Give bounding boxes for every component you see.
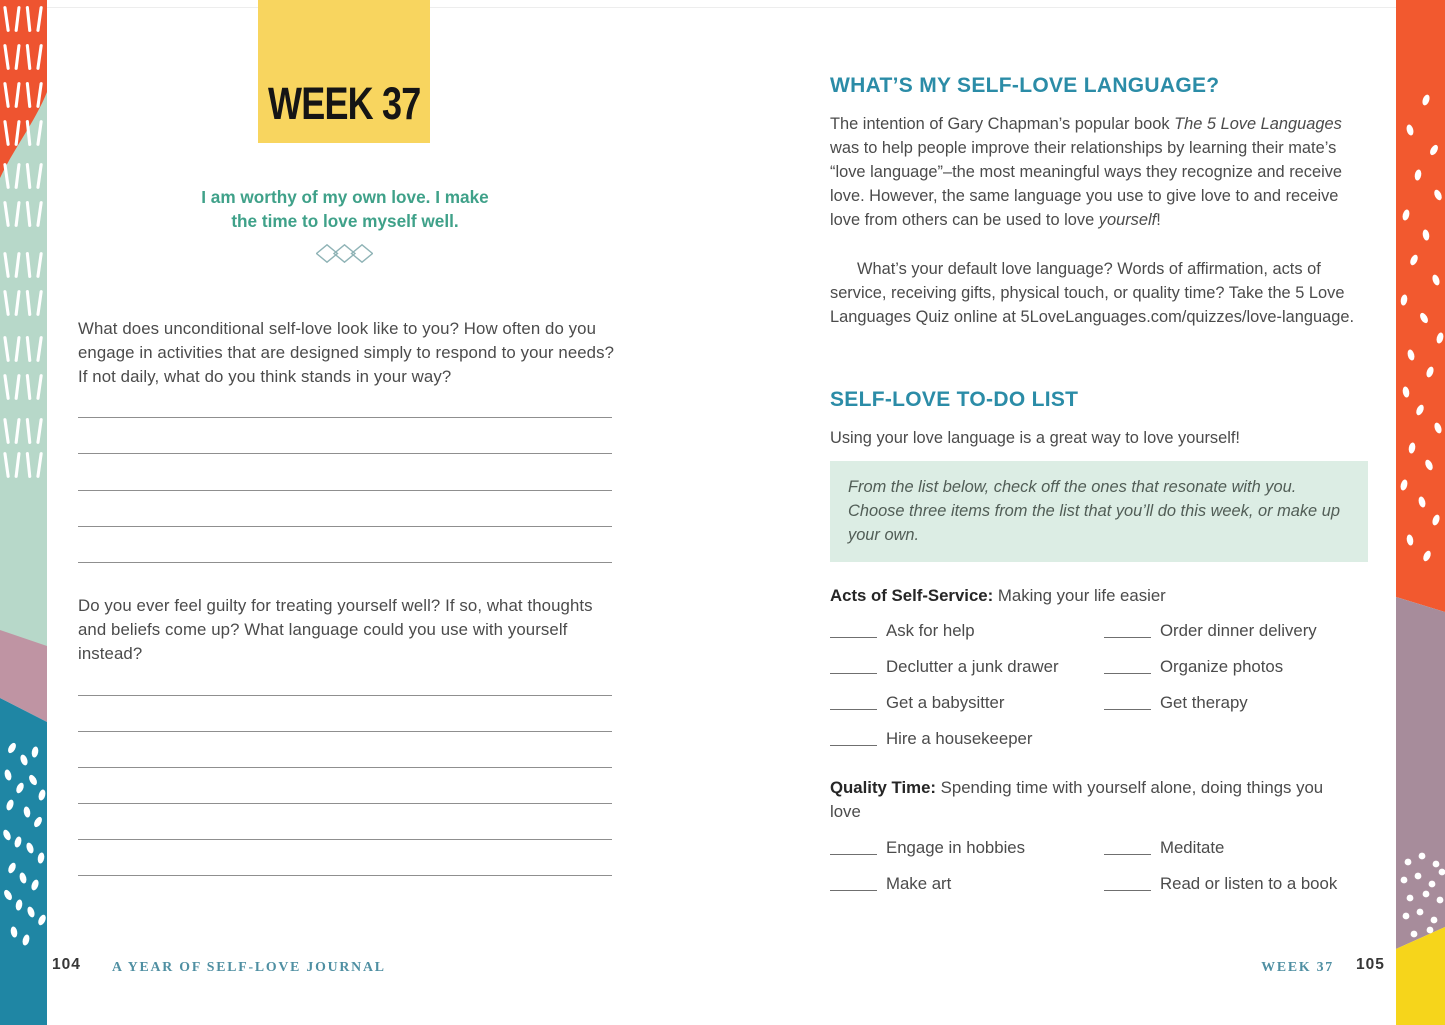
section-heading-todo-list: SELF-LOVE TO-DO LIST bbox=[830, 388, 1079, 411]
checklist-row bbox=[830, 830, 1375, 866]
writing-line[interactable] bbox=[78, 695, 612, 696]
checklist-item: Get a babysitter bbox=[830, 693, 1104, 713]
checklist-item: Declutter a junk drawer bbox=[830, 657, 1104, 677]
checklist-item: Engage in hobbies bbox=[830, 838, 1104, 858]
checklist-row bbox=[830, 649, 1375, 685]
quiz-url: 5LoveLanguages.com/quizzes bbox=[1020, 308, 1242, 327]
page-number-left: 104 bbox=[52, 956, 81, 973]
checklist-row bbox=[830, 721, 1375, 757]
checkbox-blank[interactable] bbox=[1104, 841, 1151, 855]
checklist-item: Order dinner delivery bbox=[1104, 621, 1317, 641]
book-title-running-head: A YEAR OF SELF-LOVE JOURNAL bbox=[112, 959, 386, 974]
checklist-row bbox=[830, 866, 1375, 902]
writing-line[interactable] bbox=[78, 526, 612, 527]
writing-line[interactable] bbox=[78, 453, 612, 454]
checkbox-blank[interactable] bbox=[1104, 660, 1151, 674]
section-heading-love-language: WHAT’S MY SELF-LOVE LANGUAGE? bbox=[830, 74, 1220, 97]
checkbox-blank[interactable] bbox=[830, 660, 877, 674]
diamond-ornament-icon bbox=[316, 244, 373, 263]
checklist-item: Organize photos bbox=[1104, 657, 1283, 677]
week-running-head: WEEK 37 bbox=[1261, 959, 1334, 974]
checklist-item: Ask for help bbox=[830, 621, 1104, 641]
quiz-url-continued: /love-language bbox=[1241, 308, 1350, 327]
writing-line[interactable] bbox=[78, 803, 612, 804]
journal-question-1: What does unconditional self-love look like to you? How often do you engage in activities that are designed simply to respond to your needs? If not daily, what do you think stands in your way? bbox=[78, 319, 615, 387]
writing-line[interactable] bbox=[78, 875, 612, 876]
checklist-item: Meditate bbox=[1104, 838, 1224, 858]
writing-line[interactable] bbox=[78, 839, 612, 840]
writing-line[interactable] bbox=[78, 767, 612, 768]
week-badge-label: WEEK 37 bbox=[267, 78, 421, 129]
checklist-row bbox=[830, 613, 1375, 649]
page-number-right: 105 bbox=[1356, 956, 1385, 973]
love-language-paragraph-2: What’s your default love language? Words of affirmation, acts of service, receiving gifts, physical touch, or quality time? Take the 5 Love Languages Quiz online at 5LoveLanguages.com/quizzes/love-language. bbox=[830, 260, 1355, 327]
instruction-note-box: From the list below, check off the ones that resonate with you. Choose three items from the list that you’ll do this week, or make up your own. bbox=[830, 461, 1368, 562]
checkbox-blank[interactable] bbox=[830, 624, 877, 638]
book-title-italic: The 5 Love Languages bbox=[1174, 115, 1342, 133]
checkbox-blank[interactable] bbox=[830, 877, 877, 891]
checklist-row bbox=[830, 685, 1375, 721]
love-language-paragraph-1: The intention of Gary Chapman’s popular book The 5 Love Languages was to help people improve their relationships by learning their mate’s “love language”–the most meaningful ways they recognize and receive love. However, the same language you use to give love to and receive love from others can be used to love yourself! bbox=[830, 115, 1343, 230]
left-border-decoration bbox=[0, 0, 47, 1025]
checkbox-blank[interactable] bbox=[830, 841, 877, 855]
acts-of-self-service-title: Acts of Self-Service: Making your life easier bbox=[830, 586, 1166, 605]
checklist-item: Make art bbox=[830, 874, 1104, 894]
journal-question-2: Do you ever feel guilty for treating yourself well? If so, what thoughts and beliefs come up? What language could you use with yourself instead? bbox=[78, 596, 593, 664]
checklist-item: Get therapy bbox=[1104, 693, 1248, 713]
checkbox-blank[interactable] bbox=[830, 696, 877, 710]
checklist-item: Read or listen to a book bbox=[1104, 874, 1337, 894]
weekly-affirmation: I am worthy of my own love. I make the time to love myself well. bbox=[201, 187, 489, 231]
writing-line[interactable] bbox=[78, 731, 612, 732]
checkbox-blank[interactable] bbox=[830, 732, 877, 746]
checkbox-blank[interactable] bbox=[1104, 696, 1151, 710]
writing-line[interactable] bbox=[78, 562, 612, 563]
checkbox-blank[interactable] bbox=[1104, 877, 1151, 891]
right-border-decoration bbox=[1396, 0, 1445, 1025]
checklist-item: Hire a housekeeper bbox=[830, 729, 1104, 749]
checkbox-blank[interactable] bbox=[1104, 624, 1151, 638]
todo-intro: Using your love language is a great way to love yourself! bbox=[830, 429, 1240, 447]
writing-line[interactable] bbox=[78, 417, 612, 418]
week-badge bbox=[258, 0, 430, 143]
page-edge-line bbox=[47, 7, 1396, 8]
quality-time-title: Quality Time: Spending time with yourself alone, doing things you love bbox=[830, 778, 1324, 821]
writing-line[interactable] bbox=[78, 490, 612, 491]
